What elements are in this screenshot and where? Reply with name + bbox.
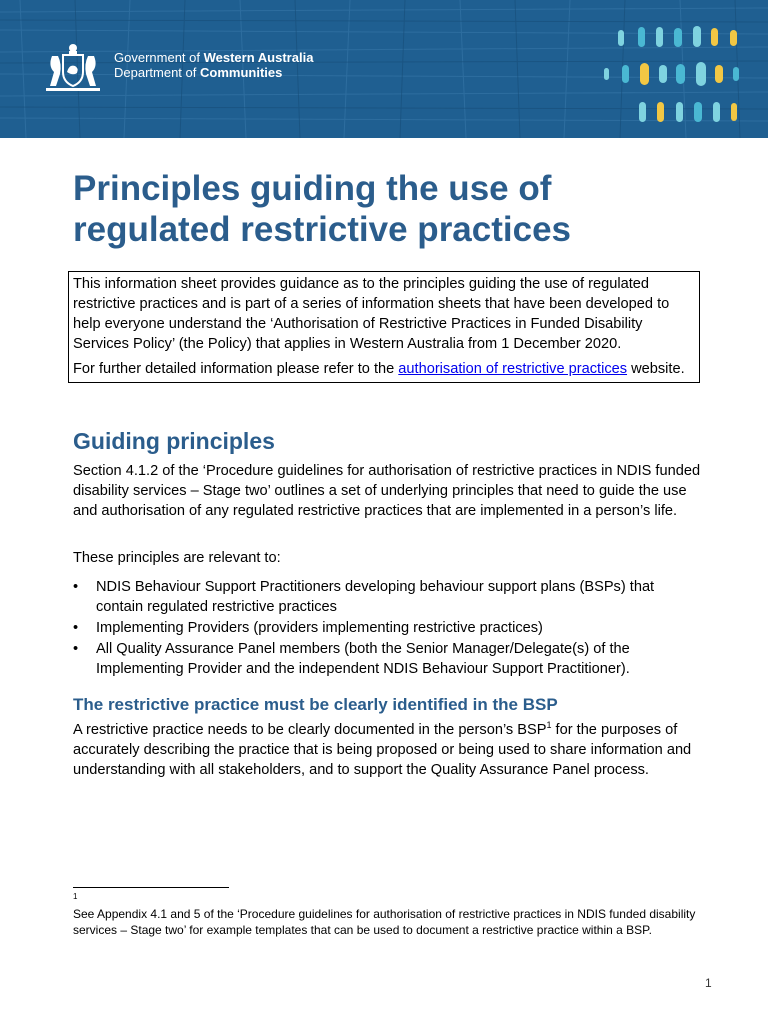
intro-further-info — [73, 359, 695, 379]
principles-audience-list — [73, 577, 703, 680]
header-banner — [0, 0, 768, 138]
list-item-text: NDIS Behaviour Support Practitioners developing behaviour support plans (BSPs) that contain regulated restrictive practices — [96, 579, 655, 615]
principles-relevant-to: These principles are relevant to: — [73, 550, 281, 566]
footnote-separator — [73, 887, 229, 888]
list-item — [73, 577, 703, 617]
bullet-marker: • — [73, 641, 79, 657]
list-item-text: Implementing Providers (providers implementing restrictive practices) — [96, 620, 543, 636]
department-name-line — [114, 65, 313, 80]
guiding-principles-heading: Guiding principles — [73, 428, 275, 454]
footnote-text: See Appendix 4.1 and 5 of the ‘Procedure guidelines for authorisation of restrictive practices in NDIS funded disability services – Stage two’ for example templates that can be used to document a restrictive practice within a BSP. — [73, 907, 696, 937]
bsp-identification-paragraph — [73, 720, 703, 780]
government-name-line — [114, 50, 313, 65]
intro-paragraph: This information sheet provides guidance as to the principles guiding the use of regulated restrictive practices and is part of a series of information sheets that have been developed to help everyone understand the ‘Authorisation of Restrictive Practices in Funded Disability Services Policy’ (the Policy) that applies in Western Australia from 1 December 2020. — [73, 276, 670, 352]
dept-name: Communities — [200, 65, 283, 80]
bsp-paragraph-end: for the purposes of accurately describing the practice that is being proposed or being used to share information and understanding with all stakeholders, and to support the Quality Assurance Panel process. — [73, 722, 692, 778]
footnote-reference: 1 — [546, 720, 552, 731]
guiding-principles-paragraph: Section 4.1.2 of the ‘Procedure guidelines for authorisation of restrictive practices in NDIS funded disability services – Stage two’ outlines a set of underlying principles that need to guide the use and authorisation of any regulated restrictive practices that are implemented in a person’s life. — [73, 463, 701, 519]
page-number: 1 — [705, 976, 712, 990]
bsp-paragraph-start: A restrictive practice needs to be clearly documented in the person’s BSP — [73, 722, 547, 738]
bullet-marker: • — [73, 620, 79, 636]
bullet-marker: • — [73, 579, 79, 595]
footnote-number: 1 — [73, 892, 78, 901]
gov-prefix: Government of — [114, 50, 204, 65]
further-info-suffix: website. — [627, 361, 685, 377]
list-item — [73, 618, 703, 638]
government-branding — [114, 50, 313, 80]
decorative-dots-pattern — [600, 24, 750, 124]
gov-name: Western Australia — [203, 50, 314, 65]
list-item — [73, 639, 703, 679]
authorisation-website-link[interactable]: authorisation of restrictive practices — [398, 361, 628, 377]
wa-crest-logo — [42, 42, 104, 94]
dept-prefix: Department of — [114, 65, 200, 80]
bsp-identification-heading: The restrictive practice must be clearly identified in the BSP — [73, 695, 558, 714]
further-info-prefix: For further detailed information please refer to the — [73, 361, 399, 377]
intro-info-box — [68, 271, 700, 383]
document-title: Principles guiding the use of regulated restrictive practices — [73, 169, 572, 249]
list-item-text: All Quality Assurance Panel members (both the Senior Manager/Delegate(s) of the Implementing Provider and the independent NDIS Behaviour Support Practitioner). — [96, 641, 630, 677]
